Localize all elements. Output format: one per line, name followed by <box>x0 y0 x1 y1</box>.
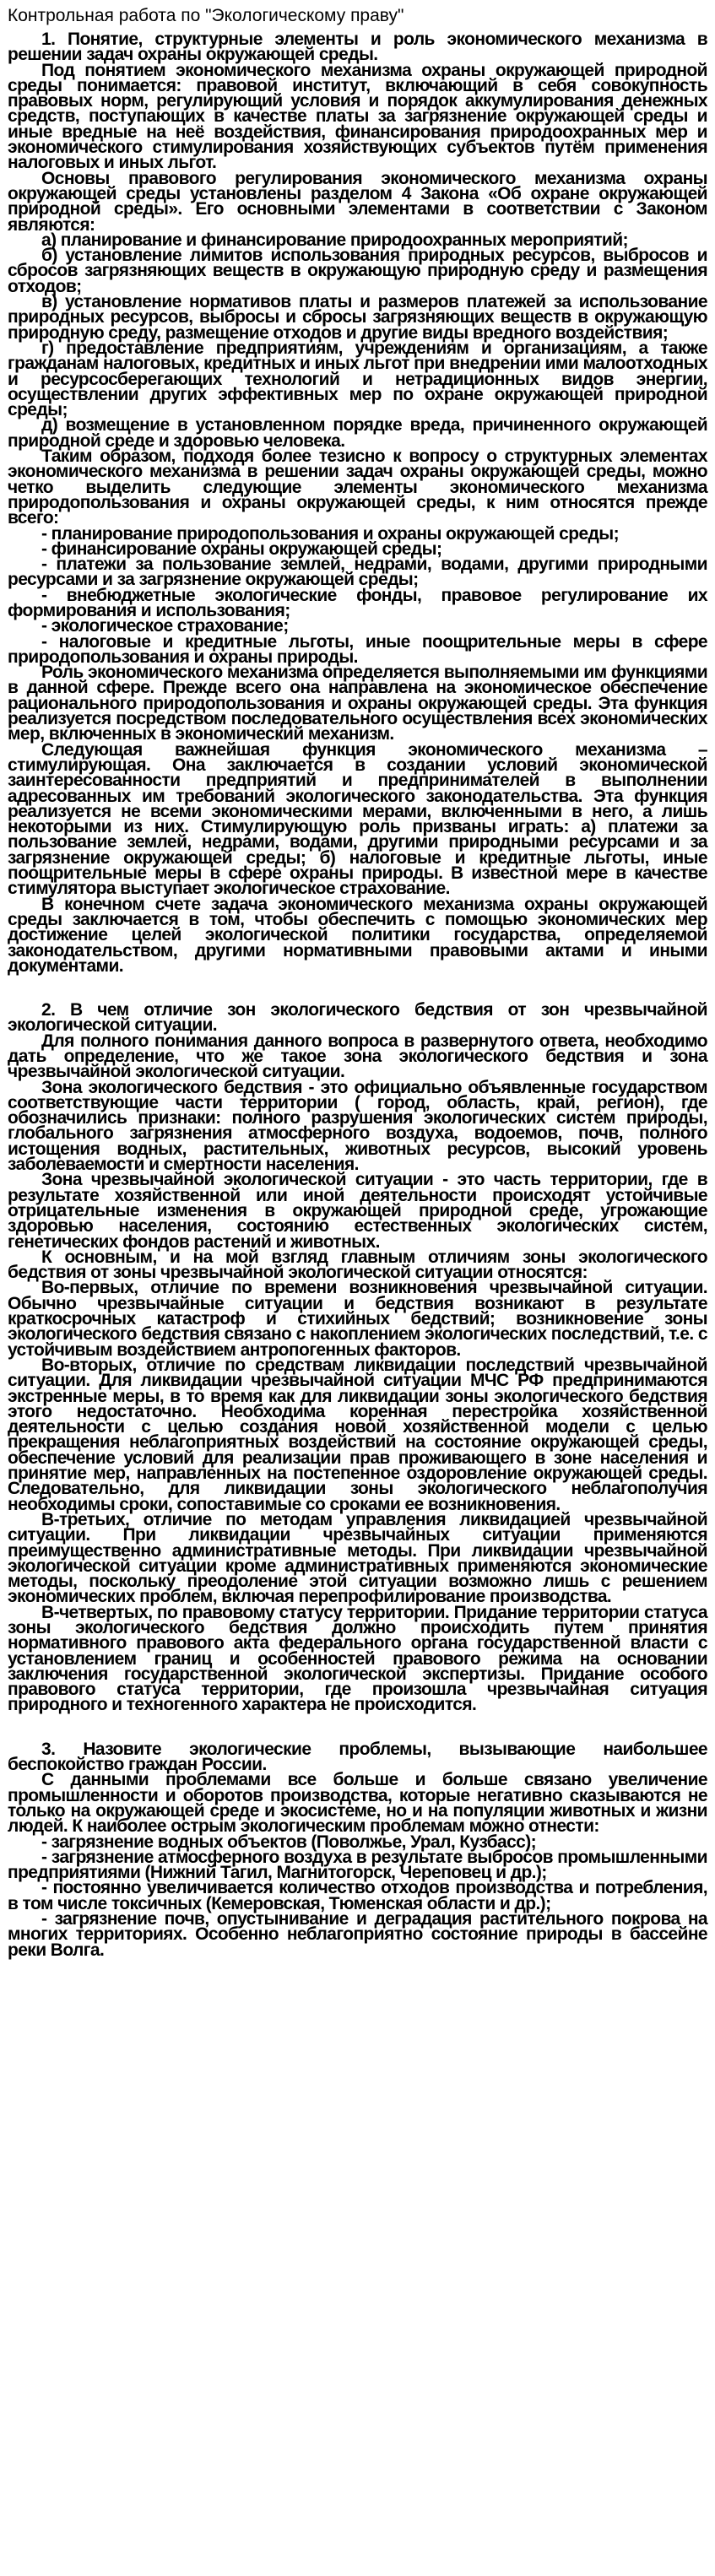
paragraph: Таким образом, подходя более тезисно к вопросу о структурных элементах экономического механизма в решении задач охраны окружающей среды, можно четко выделить следующие элементы экономического механизма природопользования и охраны окружающей среды, к ним относятся прежде всего: <box>8 446 707 528</box>
paragraph: г) предоставление предприятиям, учреждениям и организациям, а также гражданам налоговых, кредитных и иных льгот при внедрении ими малоотходных и ресурсосберегающих технологий и нетрадиционных видов энергии, осуществлении других эффективных мер по охране окружающей природной среды; <box>8 338 707 420</box>
paragraph: В-четвертых, по правовому статусу территории. Придание территории статуса зоны экологического бедствия должно происходить путем принятия нормативного правового акта федерального органа государственной власти с установлением границ и особенностей правового режима на основании заключения государственной экологической экспертизы. Придание особого правового статуса территории, где произошла чрезвычайная ситуация природного и техногенного характера не происходится. <box>8 1602 707 1715</box>
paragraph: Следующая важнейшая функция экономического механизма – стимулирующая. Она заключается в создании условий экономической заинтересованности предприятий и предпринимателей в выполнении адресованных им требований экологического законодательства. Эта функция реализуется не всеми экономическими мерами, включенными в него, а лишь некоторыми из них. Стимулирующую роль призваны играть: а) платежи за пользование землей, недрами, водами, другими природными ресурсами и за загрязнение окружающей среды; б) налоговые и кредитные льготы, иные поощрительные меры в сфере охраны природы. В известной мере в качестве стимулятора выступает экологическое страхование. <box>8 739 707 899</box>
paragraph: а) планирование и финансирование природоохранных мероприятий; <box>41 230 628 250</box>
paragraph: - загрязнение почв, опустынивание и деградация растительного покрова на многих территориях. Особенно неблагоприятно состояние природы в бассейне реки Волга. <box>8 1909 707 1960</box>
paragraph: Основы правового регулирования экономического механизма охраны окружающей среды установлены разделом 4 Закона «Об охране окружающей природной среды». Его основными элементами в соответствии с Законом являются: <box>8 168 707 235</box>
section-gap <box>8 1713 707 1742</box>
document-title: Контрольная работа по "Экологическому праву" <box>8 6 404 25</box>
document-body <box>8 32 707 1958</box>
paragraph: Во-первых, отличие по времени возникновения чрезвычайной ситуации. Обычно чрезвычайные ситуации и бедствия возникают в результате краткосрочных катастроф и стихийных бедствий; возникновение зоны экологического бедствия связано с накоплением экологических последствий, т.е. с устойчивым воздействием антропогенных факторов. <box>8 1278 707 1360</box>
paragraph: в) установление нормативов платы и размеров платежей за использование природных ресурсов, выбросы и сбросы загрязняющих веществ в окружающую природную среду, размещение отходов и другие виды вредного воздействия; <box>8 292 707 343</box>
paragraph: - постоянно увеличивается количество отходов производства и потребления, в том числе токсичных (Кемеровская, Тюменская области и др.); <box>8 1878 707 1913</box>
section-heading: 3. Назовите экологические проблемы, вызывающие наибольшее беспокойство граждан России. <box>8 1739 707 1775</box>
paragraph: К основным, и на мой взгляд главным отличиям зоны экологического бедствия от зоны чрезвычайной экологической ситуации относятся: <box>8 1247 707 1283</box>
paragraph: б) установление лимитов использования природных ресурсов, выбросов и сбросов загрязняющих веществ в окружающую природную среду и размещения отходов; <box>8 246 707 296</box>
section-2 <box>8 1000 707 1715</box>
paragraph: - платежи за пользование землей, недрами, водами, другими природными ресурсами и за загрязнение окружающей среды; <box>8 555 707 590</box>
paragraph: - налоговые и кредитные льготы, иные поощрительные меры в сфере природопользования и охраны природы. <box>8 631 707 667</box>
paragraph: - загрязнение атмосферного воздуха в результате выбросов промышленными предприятиями (Нижний Тагил, Магнитогорск, Череповец и др.); <box>8 1847 707 1883</box>
paragraph: Под понятием экономического механизма охраны окружающей природной среды понимается: правовой институт, включающий в себя совокупность правовых норм, регулирующий условия и порядок аккумулирования денежных средств, поступающих в качестве платы за загрязнение окружающей среды и иные вредные на неё воздействия, финансирования природоохранных мер и экономического стимулирования хозяйствующих субъектов путём применения налоговых и иных льгот. <box>8 60 707 173</box>
paragraph: - экологическое страхование; <box>41 616 289 636</box>
section-gap <box>8 974 707 1003</box>
paragraph: Роль экономического механизма определяется выполняемыми им функциями в данной сфере. Прежде всего она направлена на экономическое обеспечение рационального природопользования и охраны окружающей среды. Эта функция реализуется посредством последовательного осуществления всех экономических мер, включенных в экономический механизм. <box>8 663 707 744</box>
paragraph: - загрязнение водных объектов (Поволжье, Урал, Кузбасс); <box>41 1832 537 1852</box>
paragraph: В-третьих, отличие по методам управления ликвидацией чрезвычайной ситуации. При ликвидации чрезвычайных ситуации применяются преимущественно административные методы. При ликвидации чрезвычайной экологической ситуации кроме административных применяются экономические методы, поскольку преодоление этой ситуации возможно лишь с решением экономических проблем, включая перепрофилирование производства. <box>8 1509 707 1607</box>
paragraph: - планирование природопользования и охраны окружающей среды; <box>41 523 619 544</box>
paragraph: Зона экологического бедствия - это официально объявленные государством соответствующие части территории ( город, область, край, регион), где обозначились признаки: полного разрушения экологических систем природы, глобального загрязнения атмосферного воздуха, водоемов, почв, полного истощения водных, растительных, животных ресурсов, высокий уровень заболеваемости и смертности населения. <box>8 1077 707 1175</box>
paragraph: Зона чрезвычайной экологической ситуации - это часть территории, где в результате хозяйственной или иной деятельности происходят устойчивые отрицательные изменения в окружающей природной среде, угрожающие здоровью населения, состоянию естественных экологических систем, генетических фондов растений и животных. <box>8 1170 707 1252</box>
paragraph: Во-вторых, отличие по средствам ликвидации последствий чрезвычайной ситуации. Для ликвидации чрезвычайной ситуации МЧС РФ предпринимаются экстренные меры, в то время как для ликвидации зоны экологического бедствия этого недостаточно. Необходима коренная перестройка хозяйственной деятельности с целью создания новой хозяйственной модели с целью прекращения неблагоприятных воздействий на состояние окружающей среды, обеспечение условий для реализации прав проживающего в зоне населения и принятие мер, направленных на постепенное оздоровление окружающей среды. Следовательно, для ликвидации зоны экологического неблагополучия необходимы сроки, сопоставимые со сроками ее возникновения. <box>8 1355 707 1514</box>
paragraph: Для полного понимания данного вопроса в развернутого ответа, необходимо дать определение, что же такое зона экологического бедствия и зона чрезвычайной экологической ситуации. <box>8 1031 707 1082</box>
section-1 <box>8 32 707 974</box>
section-heading: 1. Понятие, структурные элементы и роль экономического механизма в решении задач охраны окружающей среды. <box>8 30 707 65</box>
paragraph: С данными проблемами все больше и больше связано увеличение промышленности и оборотов производства, которые негативно сказываются не только на окружающей среде и экосистеме, но и на популяции животных и жизни людей. К наиболее острым экологическим проблемам можно отнести: <box>8 1770 707 1837</box>
paragraph: д) возмещение в установленном порядке вреда, причиненного окружающей природной среде и здоровью человека. <box>8 415 707 451</box>
section-3 <box>8 1739 707 1960</box>
section-heading: 2. В чем отличие зон экологического бедствия от зон чрезвычайной экологической ситуации. <box>8 1000 707 1036</box>
paragraph: В конечном счете задача экономического механизма охраны окружающей среды заключается в том, чтобы обеспечить с помощью экономических мер достижение целей экологической политики государства, определяемой законодательством, другими нормативными правовыми актами и иными документами. <box>8 894 707 976</box>
paragraph: - финансирование охраны окружающей среды; <box>41 538 442 559</box>
paragraph: - внебюджетные экологические фонды, правовое регулирование их формирования и использования; <box>8 585 707 620</box>
